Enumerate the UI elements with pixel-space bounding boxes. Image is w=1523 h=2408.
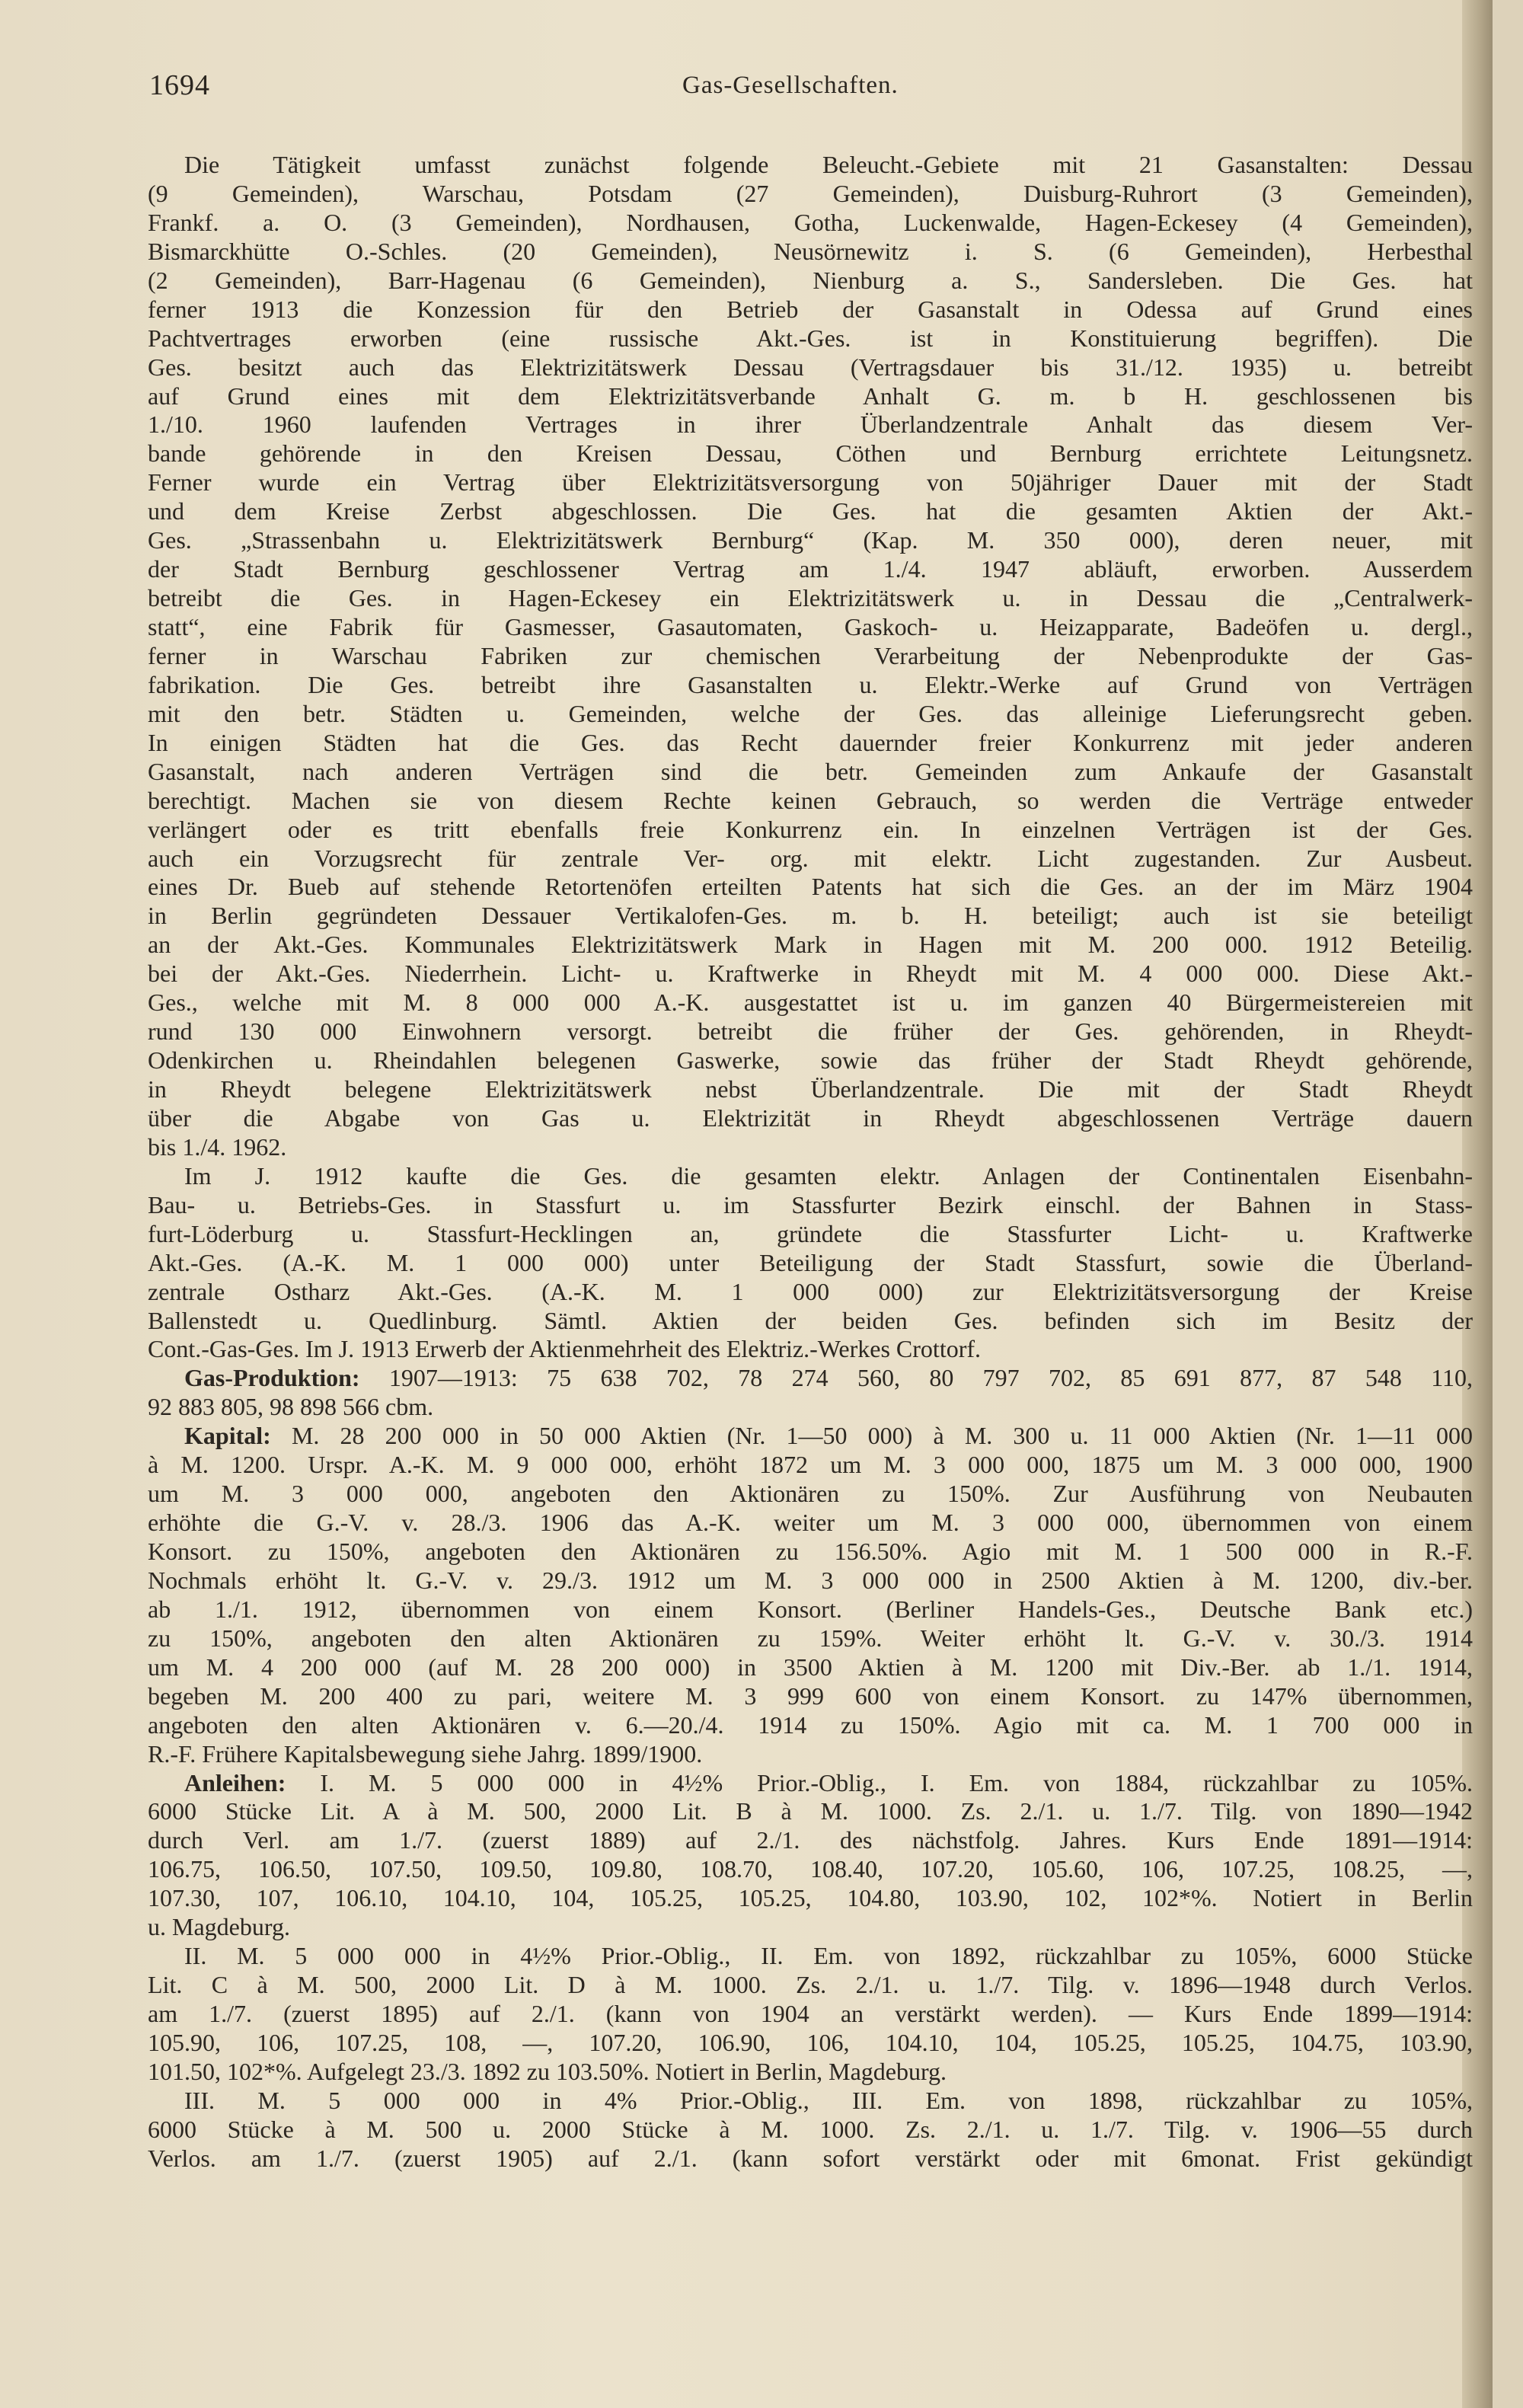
text-line: mit den betr. Städten u. Gemeinden, welche der Ges. das alleinige Lieferungsrecht geben. [148, 699, 1473, 727]
gas-production-line [148, 1364, 1473, 1393]
text-line: Bau- u. Betriebs-Ges. in Stassfurt u. im Stassfurter Bezirk einschl. der Bahnen in Stass- [148, 1190, 1473, 1218]
text-line: 106.75, 106.50, 107.50, 109.50, 109.80, 108.70, 108.40, 107.20, 105.60, 106, 107.25, 108.25, —, [148, 1855, 1473, 1883]
text-line: fabrikation. Die Ges. betreibt ihre Gasanstalten u. Elektr.-Werke auf Grund von Verträgen [148, 670, 1473, 698]
text-line: bande gehörende in den Kreisen Dessau, Cöthen und Bernburg errichtete Leitungsnetz. [148, 439, 1473, 468]
text-line: ferner in Warschau Fabriken zur chemischen Verarbeitung der Nebenprodukte der Gas- [148, 641, 1473, 669]
text-line: III. M. 5 000 000 in 4% Prior.-Oblig., III. Em. von 1898, rückzahlbar zu 105%, [184, 2086, 1473, 2114]
text-line: in Rheydt belegene Elektrizitätswerk nebst Überlandzentrale. Die mit der Stadt Rheydt [148, 1075, 1473, 1103]
text-line: berechtigt. Machen sie von diesem Rechte keinen Gebrauch, so werden die Verträge entweder [148, 786, 1473, 814]
text-line: 101.50, 102*%. Aufgelegt 23./3. 1892 zu 103.50%. Notiert in Berlin, Magdeburg. [148, 2057, 947, 2085]
text-line: R.-F. Frühere Kapitalsbewegung siehe Jahrg. 1899/1900. [148, 1739, 703, 1768]
text-line: Bismarckhütte O.-Schles. (20 Gemeinden), Neusörnewitz i. S. (6 Gemeinden), Herbesthal [148, 237, 1473, 265]
text-span: I. M. 5 000 000 in 4½% Prior.-Oblig., I. Em. von 1884, rückzahlbar zu 105%. [320, 1768, 1473, 1796]
text-line: auch ein Vorzugsrecht für zentrale Ver- org. mit elektr. Licht zugestanden. Zur Ausbeut. [148, 844, 1473, 872]
text-line: ab 1./1. 1912, übernommen von einem Konsort. (Berliner Handels-Ges., Deutsche Bank etc.) [148, 1595, 1473, 1623]
text-line: auf Grund eines mit dem Elektrizitätsverbande Anhalt G. m. b H. geschlossenen bis [148, 382, 1473, 410]
text-line: statt“, eine Fabrik für Gasmesser, Gasautomaten, Gaskoch- u. Heizapparate, Badeöfen u. dergl., [148, 613, 1473, 640]
text-line: Konsort. zu 150%, angeboten den Aktionären zu 156.50%. Agio mit M. 1 500 000 in R.-F. [148, 1538, 1473, 1565]
running-title: Gas-Gesellschaften. [682, 72, 899, 99]
text-line: 1./10. 1960 laufenden Vertrages in ihrer Überlandzentrale Anhalt das diesem Ver- [148, 410, 1473, 439]
text-line: 6000 Stücke Lit. A à M. 500, 2000 Lit. B à M. 1000. Zs. 2./1. u. 1./7. Tilg. von 1890—1942 [148, 1797, 1473, 1825]
text-line: furt-Löderburg u. Stassfurt-Hecklingen an, gründete die Stassfurter Licht- u. Kraftwerke [148, 1219, 1473, 1247]
text-line: 105.90, 106, 107.25, 108, —, 107.20, 106.90, 106, 104.10, 104, 105.25, 105.25, 104.75, 103.90, [148, 2028, 1473, 2056]
section-label: Anleihen: [184, 1768, 286, 1796]
text-line: Pachtvertrages erworben (eine russische Akt.-Ges. ist in Konstituierung begriffen). Die [148, 324, 1473, 352]
text-line: in Berlin gegründeten Dessauer Vertikalofen-Ges. m. b. H. beteiligt; auch ist sie beteiligt [148, 902, 1473, 930]
text-line: (2 Gemeinden), Barr-Hagenau (6 Gemeinden), Nienburg a. S., Sandersleben. Die Ges. hat [148, 266, 1473, 294]
text-line: durch Verl. am 1./7. (zuerst 1889) auf 2./1. des nächstfolg. Jahres. Kurs Ende 1891—1914: [148, 1826, 1473, 1854]
page-number: 1694 [149, 69, 210, 101]
text-line: Gasanstalt, nach anderen Verträgen sind die betr. Gemeinden zum Ankaufe der Gasanstalt [148, 757, 1473, 785]
text-line: um M. 3 000 000, angeboten den Aktionären zu 150%. Zur Ausführung von Neubauten [148, 1480, 1473, 1508]
text-line: Verlos. am 1./7. (zuerst 1905) auf 2./1. (kann sofort verstärkt oder mit 6monat. Frist gekündigt [148, 2144, 1473, 2172]
text-line: 6000 Stücke à M. 500 u. 2000 Stücke à M. 1000. Zs. 2./1. u. 1./7. Tilg. v. 1906—55 durch [148, 2115, 1473, 2143]
text-line: begeben M. 200 400 zu pari, weitere M. 3 999 600 von einem Konsort. zu 147% übernommen, [148, 1681, 1473, 1710]
page-header [149, 69, 1459, 111]
text-line: u. Magdeburg. [148, 1913, 290, 1941]
text-line: an der Akt.-Ges. Kommunales Elektrizitätswerk Mark in Hagen mit M. 200 000. 1912 Beteilig. [148, 931, 1473, 959]
text-line: Cont.-Gas-Ges. Im J. 1913 Erwerb der Aktienmehrheit des Elektriz.-Werkes Crottorf. [148, 1335, 982, 1363]
text-line: Ballenstedt u. Quedlinburg. Sämtl. Aktien der beiden Ges. befinden sich im Besitz der [148, 1306, 1473, 1334]
text-line: Im J. 1912 kaufte die Ges. die gesamten elektr. Anlagen der Continentalen Eisenbahn- [184, 1161, 1473, 1190]
text-line: eines Dr. Bueb auf stehende Retortenöfen erteilten Patents hat sich die Ges. an der im März 1904 [148, 873, 1473, 901]
text-line: Ges. „Strassenbahn u. Elektrizitätswerk Bernburg“ (Kap. M. 350 000), deren neuer, mit [148, 526, 1473, 554]
text-line: erhöhte die G.-V. v. 28./3. 1906 das A.-K. weiter um M. 3 000 000, übernommen von einem [148, 1509, 1473, 1537]
text-line: zentrale Ostharz Akt.-Ges. (A.-K. M. 1 000 000) zur Elektrizitätsversorgung der Kreise [148, 1277, 1473, 1305]
text-line: à M. 1200. Urspr. A.-K. M. 9 000 000, erhöht 1872 um M. 3 000 000, 1875 um M. 3 000 000, 1900 [148, 1451, 1473, 1479]
text-line: angeboten den alten Aktionären v. 6.—20./4. 1914 zu 150%. Agio mit ca. M. 1 700 000 in [148, 1710, 1473, 1739]
text-line: und dem Kreise Zerbst abgeschlossen. Die Ges. hat die gesamten Aktien der Akt.- [148, 497, 1473, 525]
text-line: über die Abgabe von Gas u. Elektrizität in Rheydt abgeschlossenen Verträge dauern [148, 1103, 1473, 1132]
text-line: Ges., welche mit M. 8 000 000 A.-K. ausgestattet ist u. im ganzen 40 Bürgermeistereien mit [148, 988, 1473, 1017]
text-line: verlängert oder es tritt ebenfalls freie Konkurrenz ein. In einzelnen Verträgen ist der Ges. [148, 815, 1473, 843]
section-label: Kapital: [184, 1422, 271, 1450]
text-line: bis 1./4. 1962. [148, 1132, 287, 1161]
text-line: 92 883 805, 98 898 566 cbm. [148, 1393, 434, 1421]
text-line: II. M. 5 000 000 in 4½% Prior.-Oblig., II. Em. von 1892, rückzahlbar zu 105%, 6000 Stücke [184, 1942, 1473, 1970]
text-line: um M. 4 200 000 (auf M. 28 200 000) in 3500 Aktien à M. 1200 mit Div.-Ber. ab 1./1. 1914, [148, 1653, 1473, 1681]
text-span: 1907—1913: 75 638 702, 78 274 560, 80 797 702, 85 691 877, 87 548 110, [388, 1364, 1473, 1392]
loans-line [148, 1769, 1473, 1798]
text-line: Lit. C à M. 500, 2000 Lit. D à M. 1000. Zs. 2./1. u. 1./7. Tilg. v. 1896—1948 durch Verlos. [148, 1971, 1473, 1999]
text-line: ferner 1913 die Konzession für den Betrieb der Gasanstalt in Odessa auf Grund eines [148, 295, 1473, 323]
text-line: Ges. besitzt auch das Elektrizitätswerk Dessau (Vertragsdauer bis 31./12. 1935) u. betreibt [148, 353, 1473, 381]
body-text [148, 151, 1473, 2173]
text-line: Ferner wurde ein Vertrag über Elektrizitätsversorgung von 50jähriger Dauer mit der Stadt [148, 468, 1473, 497]
text-line: Frankf. a. O. (3 Gemeinden), Nordhausen, Gotha, Luckenwalde, Hagen-Eckesey (4 Gemeinden), [148, 208, 1473, 236]
text-line: Odenkirchen u. Rheindahlen belegenen Gaswerke, sowie das früher der Stadt Rheydt gehörende, [148, 1046, 1473, 1075]
capital-line [148, 1422, 1473, 1451]
text-line: Die Tätigkeit umfasst zunächst folgende Beleucht.-Gebiete mit 21 Gasanstalten: Dessau [184, 151, 1473, 178]
text-line: rund 130 000 Einwohnern versorgt. betreibt die früher der Ges. gehörenden, in Rheydt- [148, 1017, 1473, 1046]
text-line: (9 Gemeinden), Warschau, Potsdam (27 Gemeinden), Duisburg-Ruhrort (3 Gemeinden), [148, 179, 1473, 207]
text-line: betreibt die Ges. in Hagen-Eckesey ein Elektrizitätswerk u. in Dessau die „Centralwerk- [148, 584, 1473, 612]
text-line: 107.30, 107, 106.10, 104.10, 104, 105.25, 105.25, 104.80, 103.90, 102, 102*%. Notiert in Berlin [148, 1884, 1473, 1912]
text-line: am 1./7. (zuerst 1895) auf 2./1. (kann von 1904 an verstärkt werden). — Kurs Ende 1899—1914: [148, 2000, 1473, 2027]
section-label: Gas-Produktion: [184, 1364, 360, 1392]
text-span: M. 28 200 000 in 50 000 Aktien (Nr. 1—50 000) à M. 300 u. 11 000 Aktien (Nr. 1—11 000 [291, 1422, 1473, 1450]
text-line: In einigen Städten hat die Ges. das Recht dauernder freier Konkurrenz mit jeder anderen [148, 728, 1473, 756]
text-line: Nochmals erhöht lt. G.-V. v. 29./3. 1912 um M. 3 000 000 in 2500 Aktien à M. 1200, div.-ber. [148, 1566, 1473, 1594]
text-line: zu 150%, angeboten den alten Aktionären zu 159%. Weiter erhöht lt. G.-V. v. 30./3. 1914 [148, 1624, 1473, 1652]
text-line: bei der Akt.-Ges. Niederrhein. Licht- u. Kraftwerke in Rheydt mit M. 4 000 000. Diese Akt.- [148, 960, 1473, 988]
text-line: Akt.-Ges. (A.-K. M. 1 000 000) unter Beteiligung der Stadt Stassfurt, sowie die Überland- [148, 1248, 1473, 1276]
text-line: der Stadt Bernburg geschlossener Vertrag am 1./4. 1947 abläuft, erworben. Ausserdem [148, 555, 1473, 583]
